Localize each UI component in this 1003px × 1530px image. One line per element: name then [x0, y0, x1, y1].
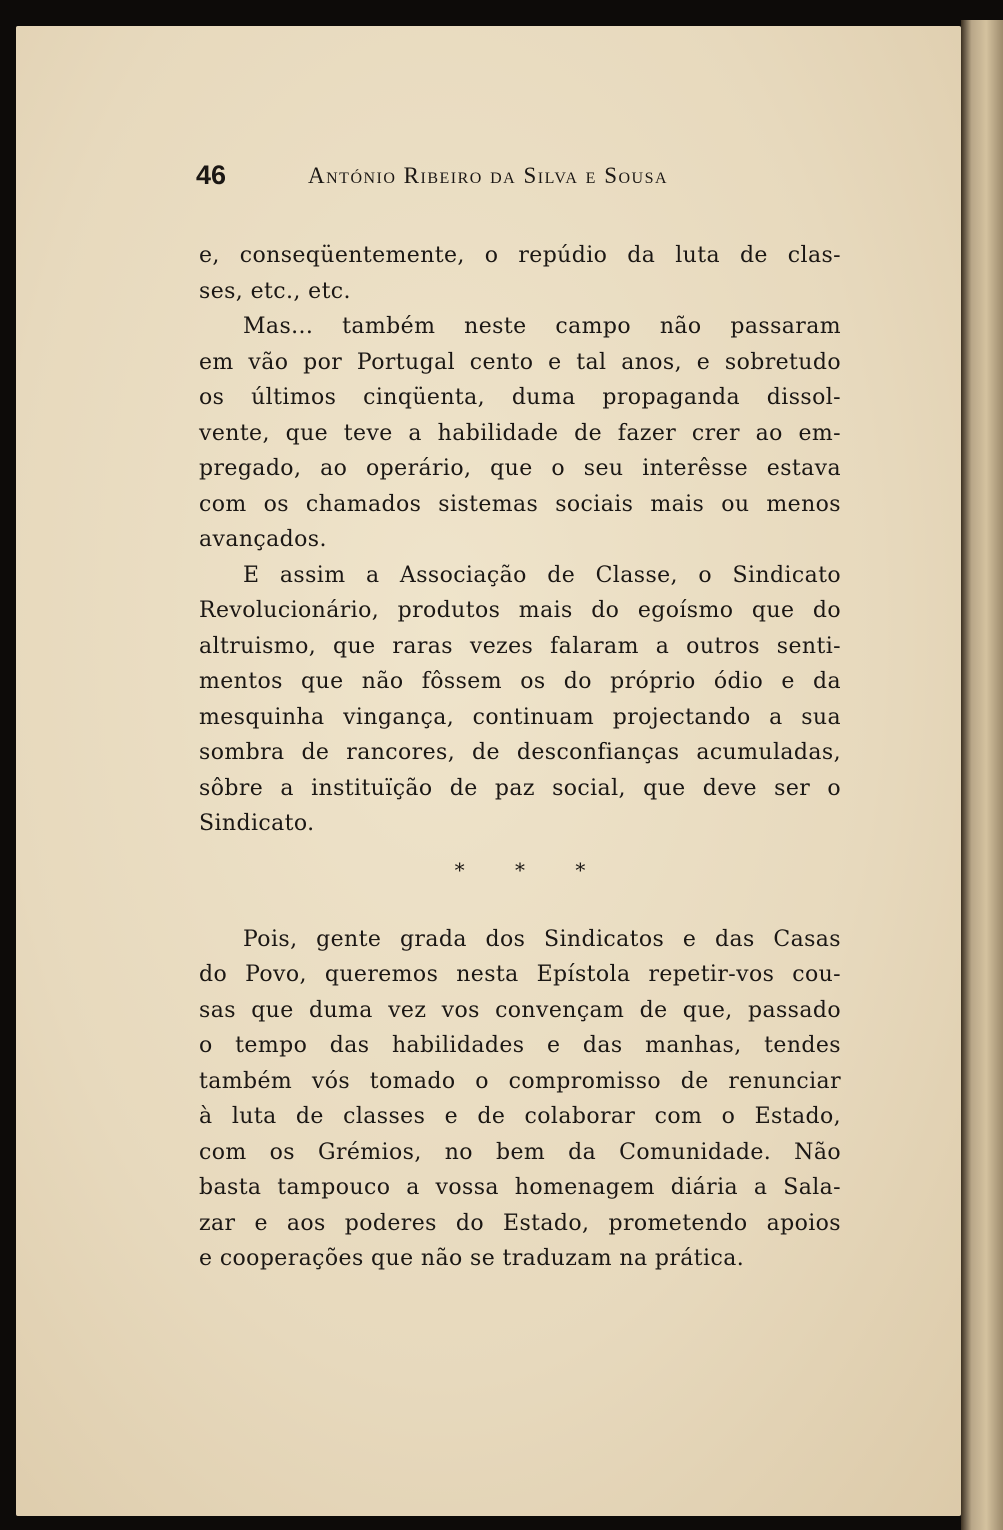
text-line: em vão por Portugal cento e tal anos, e sobretudo: [199, 349, 841, 375]
text-line: e cooperações que não se traduzam na prática.: [199, 1246, 745, 1271]
text-line: sôbre a instituïção de paz social, que deve ser o: [199, 775, 841, 801]
text-line: Mas... também neste campo não passaram: [243, 314, 841, 339]
section-separator: * * *: [454, 857, 608, 882]
page-number: 46: [196, 160, 227, 190]
text-line: Pois, gente grada dos Sindicatos e das Casas: [243, 926, 841, 952]
text-line: com os chamados sistemas sociais mais ou menos: [199, 491, 841, 517]
text-line: E assim a Associação de Classe, o Sindicato: [243, 562, 841, 588]
text-line: zar e aos poderes do Estado, prometendo apoios: [199, 1210, 841, 1236]
text-line: também vós tomado o compromisso de renunciar: [199, 1068, 841, 1094]
page-header: [196, 160, 846, 200]
next-page-edge: [961, 20, 1003, 1530]
running-head: António Ribeiro da Silva e Sousa: [308, 163, 669, 188]
text-line: mentos que não fôssem os do próprio ódio e da: [199, 669, 841, 694]
text-line: sombra de rancores, de desconfianças acumuladas,: [199, 740, 841, 765]
text-line: sas que duma vez vos convençam de que, passado: [199, 997, 841, 1023]
text-line: o tempo das habilidades e das manhas, tendes: [199, 1033, 841, 1058]
text-line: vente, que teve a habilidade de fazer crer ao em-: [199, 420, 841, 446]
text-line: do Povo, queremos nesta Epístola repetir-vos cou-: [199, 962, 841, 987]
text-line: mesquinha vingança, continuam projectando a sua: [199, 704, 841, 730]
text-line: ses, etc., etc.: [199, 278, 351, 304]
text-line: Sindicato.: [199, 811, 315, 836]
text-line: os últimos cinqüenta, duma propaganda dissol-: [199, 385, 841, 410]
text-line: avançados.: [199, 527, 327, 552]
text-line: Revolucionário, produtos mais do egoísmo que do: [199, 598, 841, 623]
text-line: à luta de classes e de colaborar com o Estado,: [199, 1104, 841, 1129]
text-line: basta tampouco a vossa homenagem diária a Sala-: [199, 1175, 841, 1200]
body-text: [199, 238, 841, 1277]
text-line: altruismo, que raras vezes falaram a outros senti-: [199, 633, 841, 659]
text-line: pregado, ao operário, que o seu interêsse estava: [199, 456, 841, 481]
text-line: com os Grémios, no bem da Comunidade. Não: [199, 1139, 841, 1165]
text-line: e, conseqüentemente, o repúdio da luta de clas-: [199, 243, 841, 268]
